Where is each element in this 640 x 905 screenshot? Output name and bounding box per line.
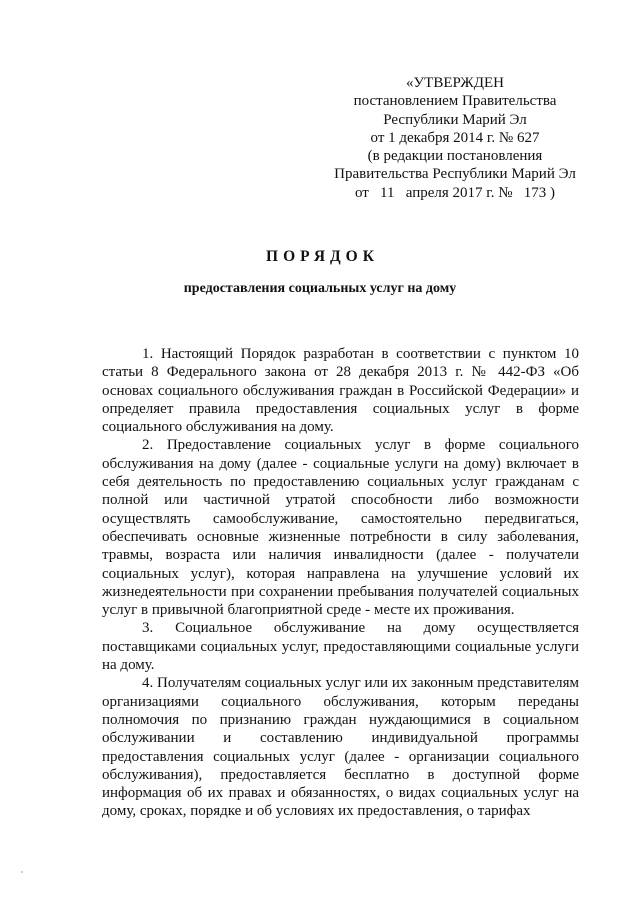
approval-line: (в редакции постановления (367, 148, 543, 165)
scan-speck (21, 871, 23, 873)
approval-line: Правительства Республики Марий Эл (334, 166, 576, 183)
approval-line: от 1 декабря 2014 г. № 627 (370, 129, 540, 146)
paragraph-3: 3. Социальное обслуживание на дому осуществляется поставщиками социальных услуг, предоставляющими социальные услуги на дому. (102, 620, 579, 674)
approval-line: «УТВЕРЖДЕН (406, 75, 504, 91)
approval-line: от 11 апреля 2017 г. № 173 ) (354, 184, 556, 201)
document-subtitle: предоставления социальных услуг на дому (183, 281, 457, 296)
document-title: ПОРЯДОК (266, 248, 379, 265)
paragraph-2: 2. Предоставление социальных услуг в форме социального обслуживания на дому (далее - социальные услуги на дому) включает в себя деятельность по предоставлению социальных услуг гражданам с полной или частичной утратой способности либо возможности осуществлять самообслуживание, самостоятельно передвигаться, обеспечивать основные жизненные потребности в силу заболевания, травмы, возраста или наличия инвалидности (далее - получатели социальных услуг), которая направлена на улучшение условий их жизнедеятельности при сохранении пребывания получателей социальных услуг в привычной благоприятной среде - месте их проживания. (102, 437, 579, 619)
approval-line: постановлением Правительства (353, 93, 557, 110)
approval-line: Республики Марий Эл (383, 111, 527, 128)
approval-stamp (330, 74, 580, 202)
paragraph-1: 1. Настоящий Порядок разработан в соответствии с пунктом 10 статьи 8 Федерального закона от 28 декабря 2013 г. № 442-ФЗ «Об основах социального обслуживания граждан в Российской Федерации» и определяет правила предоставления социальных услуг в форме социального обслуживания на дому. (102, 346, 579, 436)
document-body (102, 345, 579, 821)
paragraph-4: 4. Получателям социальных услуг или их законным представителям организациями социального обслуживания, которым переданы полномочия по признанию граждан нуждающимися в социальном обслуживании и составлению индивидуальной программы предоставления социальных услуг (далее - организации социального обслуживания), предоставляется бесплатно в доступной форме информация об их правах и обязанностях, о видах социальных услуг на дому, сроках, порядке и об условиях их предоставления, о тарифах (102, 675, 579, 820)
